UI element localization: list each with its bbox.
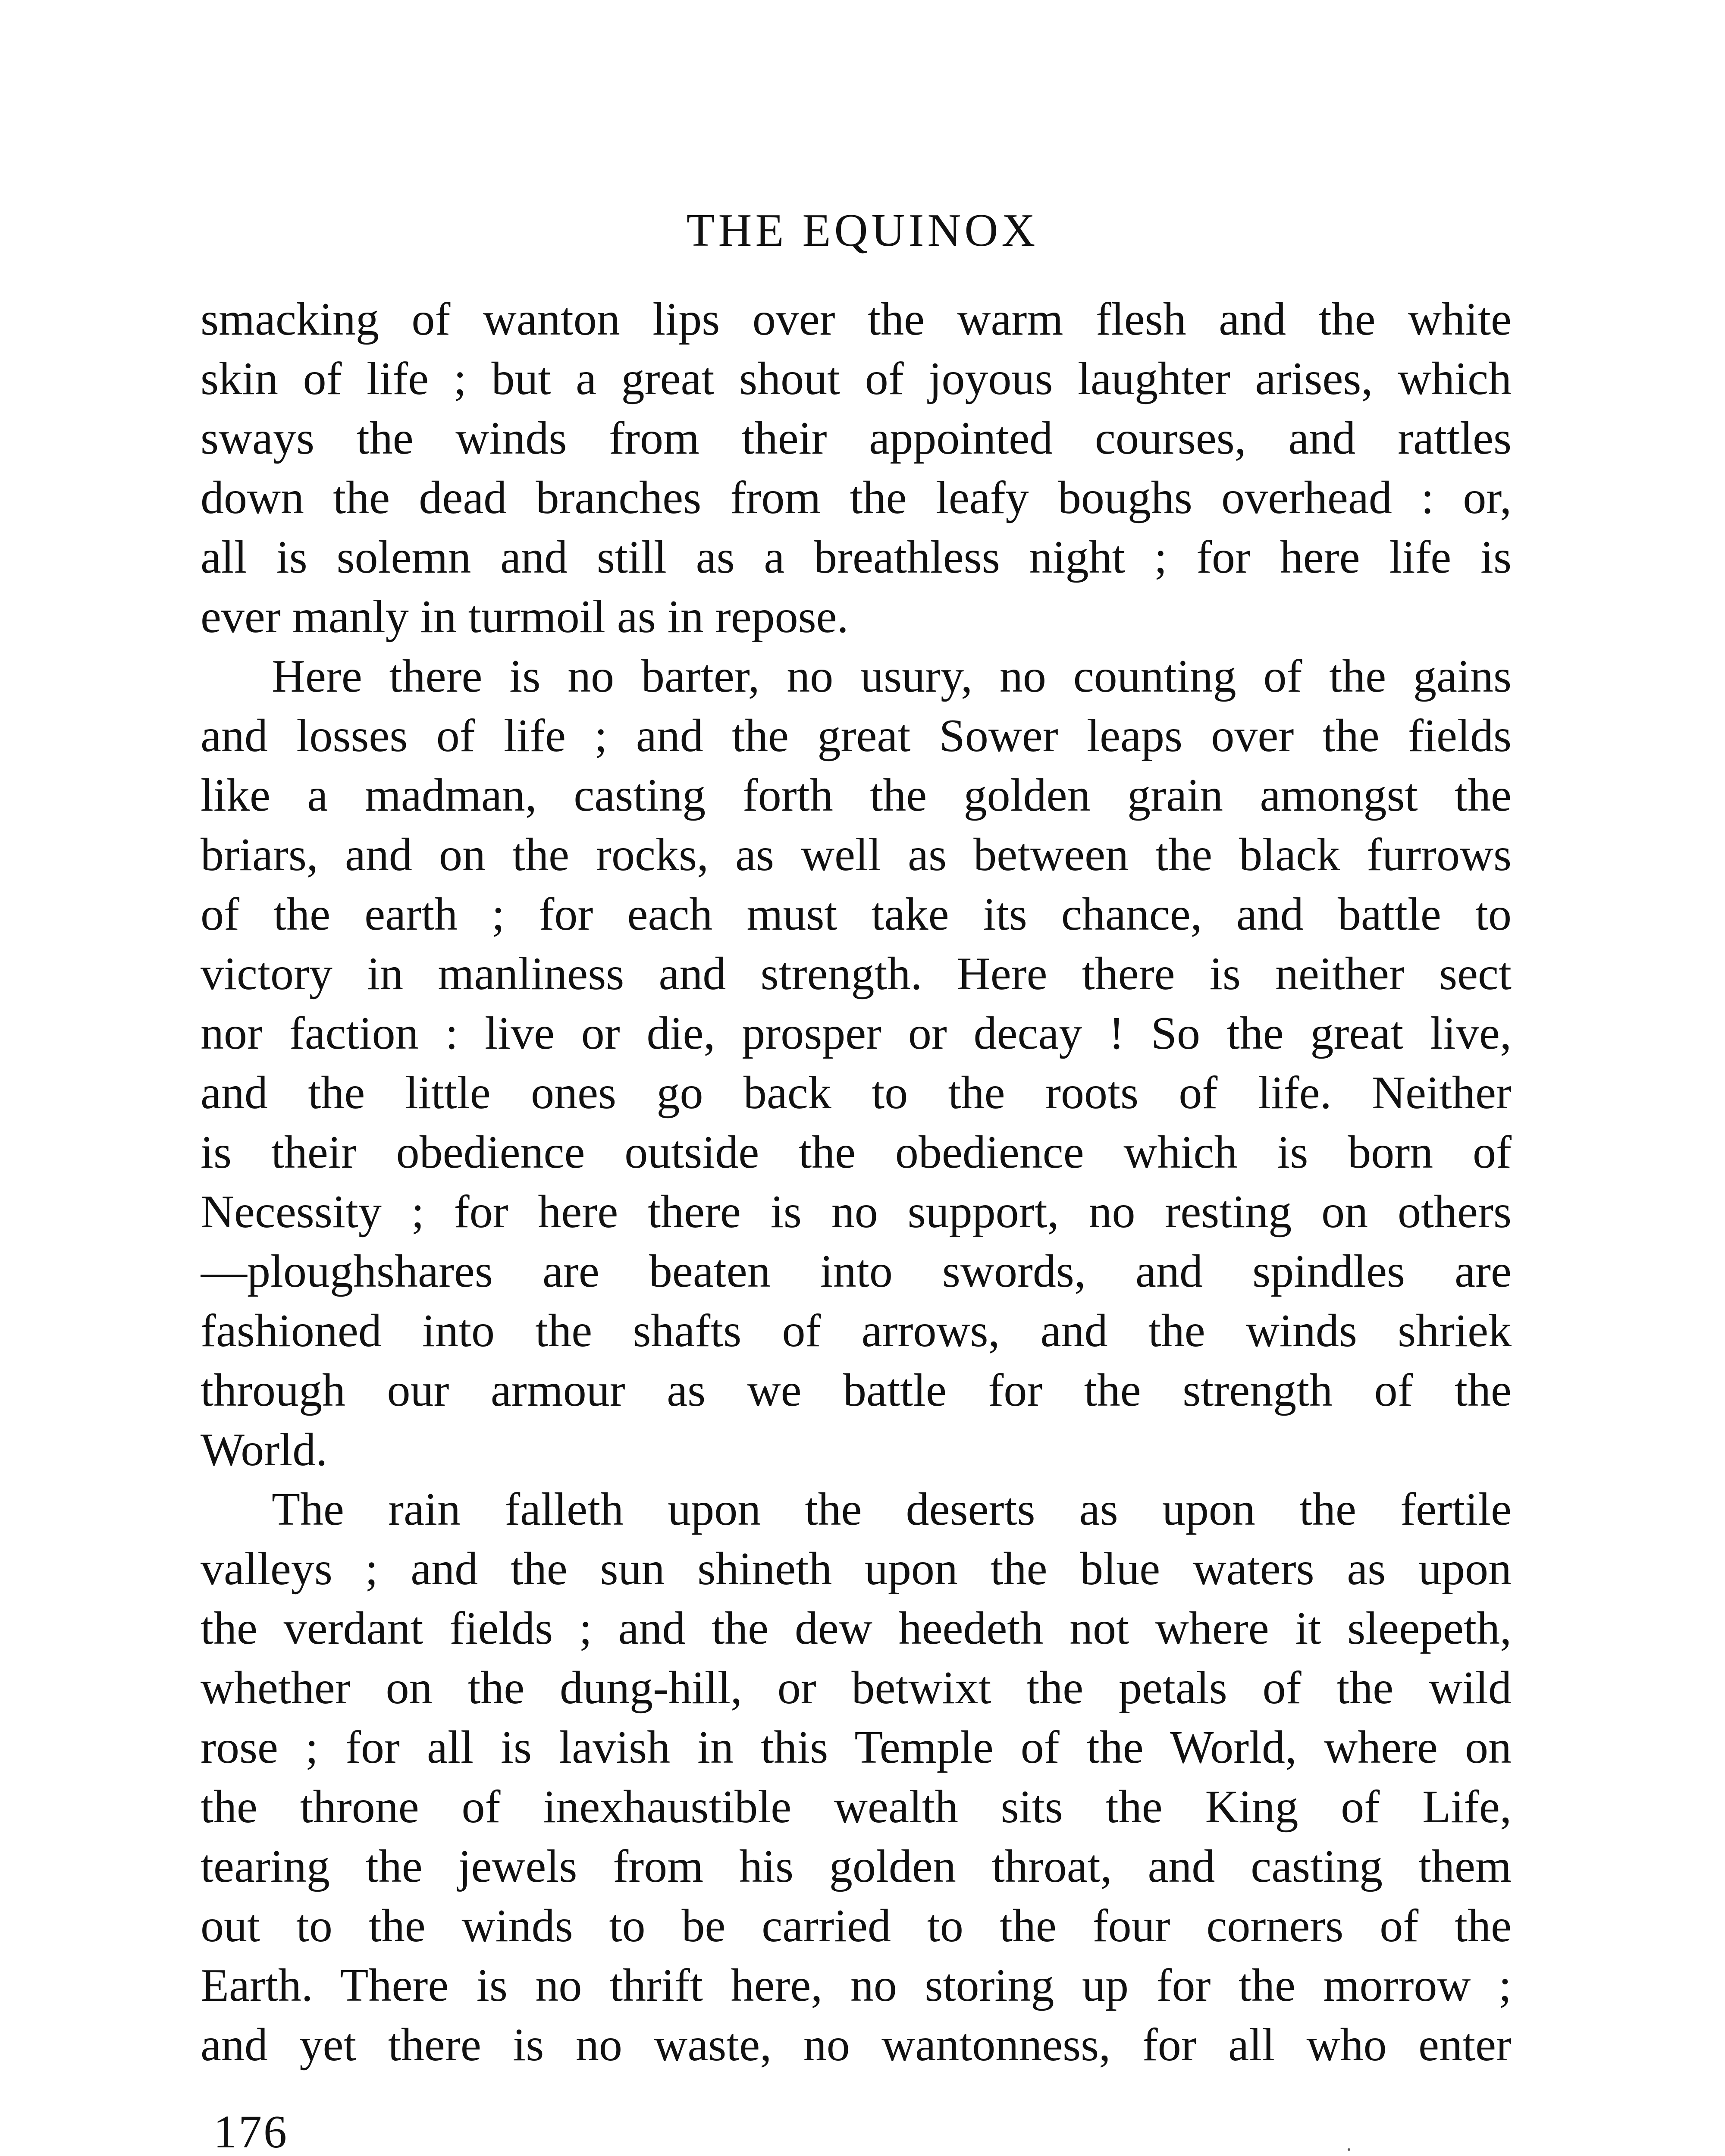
text-line: —ploughshares are beaten into swords, and spindles are (201, 1246, 1512, 1297)
text-line: rose ; for all is lavish in this Temple of the World, where on (201, 1722, 1512, 1773)
running-head: THE EQUINOX (686, 205, 1039, 256)
text-line: the verdant fields ; and the dew heedeth not where it sleepeth, (201, 1603, 1512, 1654)
print-speck (1348, 2148, 1350, 2151)
text-line: out to the winds to be carried to the four corners of the (201, 1900, 1512, 1952)
text-line: and the little ones go back to the roots of life. Neither (201, 1067, 1512, 1119)
text-line: World. (201, 1424, 328, 1476)
text-line: tearing the jewels from his golden throat, and casting them (201, 1841, 1512, 1892)
text-line: Here there is no barter, no usury, no counting of the gains (272, 651, 1512, 702)
text-line: ever manly in turmoil as in repose. (201, 591, 849, 642)
text-line: valleys ; and the sun shineth upon the blue waters as upon (201, 1543, 1512, 1595)
text-line: whether on the dung-hill, or betwixt the petals of the wild (201, 1662, 1512, 1714)
text-line: of the earth ; for each must take its chance, and battle to (201, 889, 1512, 940)
text-line: and yet there is no waste, no wantonness, for all who enter (201, 2019, 1512, 2071)
text-line: is their obedience outside the obedience which is born of (201, 1127, 1512, 1178)
paragraph-1 (201, 290, 1512, 647)
text-line: The rain falleth upon the deserts as upon the fertile (272, 1484, 1512, 1535)
body-text (201, 290, 1512, 2075)
text-line: the throne of inexhaustible wealth sits the King of Life, (201, 1781, 1512, 1833)
text-line: sways the winds from their appointed courses, and rattles (201, 413, 1512, 464)
text-line: briars, and on the rocks, as well as between the black furrows (201, 829, 1512, 881)
text-line: fashioned into the shafts of arrows, and the winds shriek (201, 1305, 1512, 1357)
text-line: victory in manliness and strength. Here there is neither sect (201, 948, 1512, 1000)
text-line: Earth. There is no thrift here, no storing up for the morrow ; (201, 1960, 1512, 2011)
page-number: 176 (213, 2106, 289, 2156)
text-line: nor faction : live or die, prosper or decay ! So the great live, (201, 1008, 1512, 1059)
text-line: skin of life ; but a great shout of joyous laughter arises, which (201, 353, 1512, 404)
text-line: smacking of wanton lips over the warm flesh and the white (201, 294, 1512, 345)
text-line: down the dead branches from the leafy boughs overhead : or, (201, 472, 1512, 523)
text-line: all is solemn and still as a breathless night ; for here life is (201, 532, 1512, 583)
text-line: and losses of life ; and the great Sower leaps over the fields (201, 710, 1512, 761)
text-line: through our armour as we battle for the strength of the (201, 1365, 1512, 1416)
paragraph-2 (201, 647, 1512, 1480)
text-line: like a madman, casting forth the golden grain amongst the (201, 770, 1512, 821)
paragraph-3 (201, 1480, 1512, 2075)
text-line: Necessity ; for here there is no support, no resting on others (201, 1186, 1512, 1238)
